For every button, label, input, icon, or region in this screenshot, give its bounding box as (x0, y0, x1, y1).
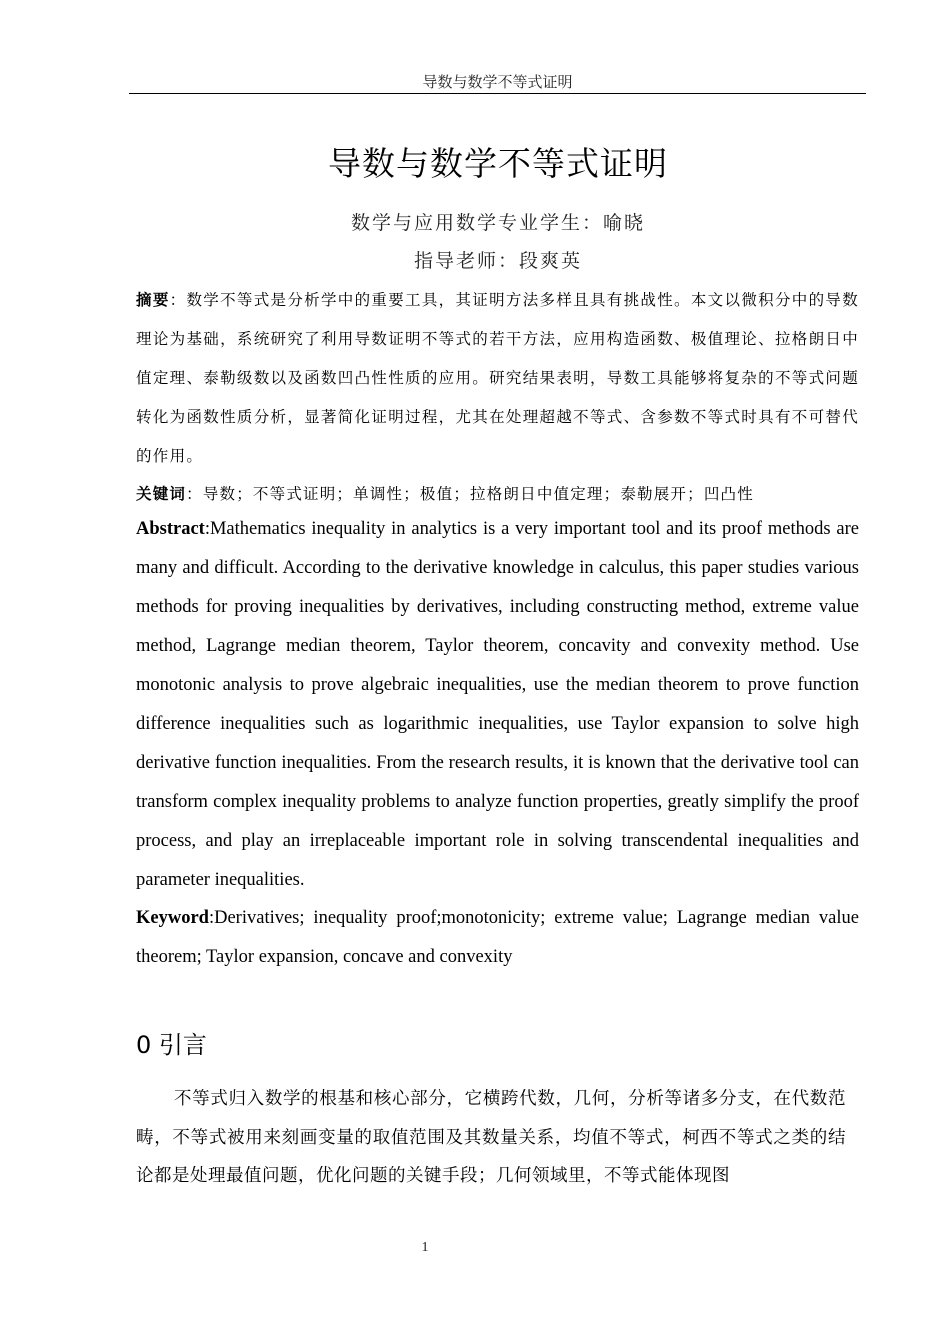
english-abstract-separator: : (204, 519, 210, 539)
english-keywords (136, 899, 859, 977)
english-keywords-label: Keyword (136, 908, 209, 928)
author-line: 数学与应用数学专业学生：喻晓 (350, 212, 645, 234)
introduction-paragraph: 不等式归入数学的根基和核心部分，它横跨代数，几何，分析等诸多分支，在代数范畴，不等式被用来刻画变量的取值范围及其数量关系，均值不等式，柯西不等式之类的结论都是处理最值问题，优化问题的关键手段；几何领域里，不等式能体现图 (136, 1089, 846, 1186)
english-abstract-text: Mathematics inequality in analytics is a very important tool and its proof methods are many and difficult. According to the derivative knowledge in calculus, this paper studies various methods for proving inequalities by derivatives, including constructing method, extreme value method, Lagrange median theorem, Taylor theorem, concavity and convexity method. Use monotonic analysis to prove algebraic inequalities, use the median theorem to prove function difference inequalities such as logarithmic inequalities, use Taylor expansion to solve high derivative function inequalities. From the research results, it is known that the derivative tool can transform complex inequality problems to analyze function properties, greatly simplify the proof process, and play an irreplaceable important role in solving transcendental inequalities and parameter inequalities. (136, 519, 859, 890)
advisor-line: 指导老师：段爽英 (413, 250, 582, 272)
english-abstract (136, 510, 859, 900)
english-keywords-text: Derivatives; inequality proof;monotonicity; extreme value; Lagrange median value theorem; Taylor expansion, concave and convexity (136, 908, 859, 967)
running-header: 导数与数学不等式证明 (422, 73, 573, 91)
paper-title: 导数与数学不等式证明 (328, 144, 668, 183)
header-rule (129, 93, 866, 94)
chinese-abstract (136, 280, 859, 476)
chinese-keywords-separator: ： (186, 485, 203, 503)
chinese-keywords-label: 关键词 (136, 484, 187, 503)
chinese-keywords-text: 导数；不等式证明；单调性；极值；拉格朗日中值定理；泰勒展开；凹凸性 (202, 485, 754, 503)
english-abstract-label: Abstract (136, 519, 205, 539)
chinese-abstract-separator: ： (169, 291, 187, 309)
chinese-abstract-text: 数学不等式是分析学中的重要工具，其证明方法多样且具有挑战性。本文以微积分中的导数理论为基础，系统研究了利用导数证明不等式的若干方法，应用构造函数、极值理论、拉格朗日中值定理、泰勒级数以及函数凹凸性性质的应用。研究结果表明，导数工具能够将复杂的不等式问题转化为函数性质分析，显著简化证明过程，尤其在处理超越不等式、含参数不等式时具有不可替代的作用。 (136, 291, 859, 465)
english-keywords-separator: : (208, 908, 215, 928)
chinese-abstract-label: 摘要 (136, 290, 170, 309)
section-heading-introduction: 0 引言 (136, 1031, 207, 1059)
page-number: 1 (421, 1240, 429, 1255)
chinese-keywords (136, 474, 859, 514)
